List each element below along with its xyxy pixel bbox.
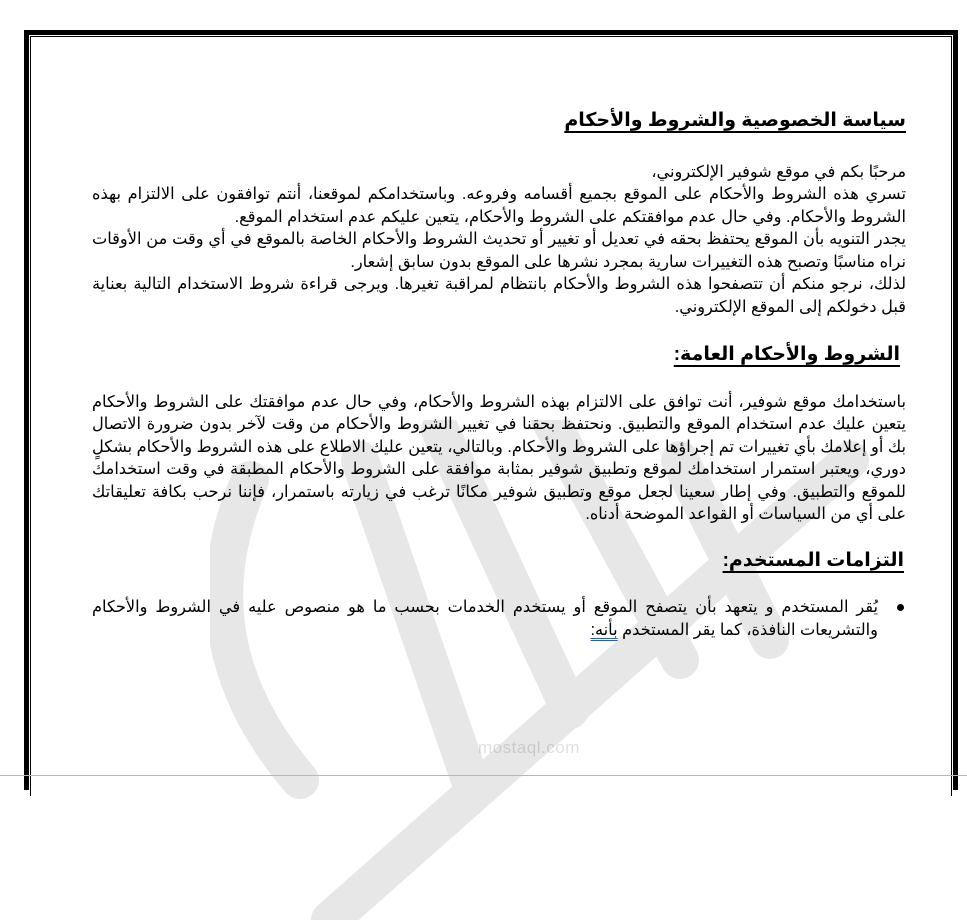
list-item-link[interactable]: بأنه: bbox=[590, 620, 618, 639]
document-title: سياسة الخصوصية والشروط والأحكام bbox=[564, 110, 906, 131]
intro-paragraph-2: يجدر التنويه بأن الموقع يحتفظ بحقه في تعديل أو تغيير أو تحديث الشروط والأحكام الخاصة بالموقع في أي وقت من الأوقات نراه مناسبًا وتصبح هذه التغييرات سارية بمجرد نشرها على الموقع بدون سابق إشعار. bbox=[92, 230, 906, 271]
intro-paragraph-1: تسري هذه الشروط والأحكام على الموقع بجميع أقسامه وفروعه. وباستخدامكم لموقعنا، أنتم توافقون على الالتزام بهذه الشروط والأحكام. وفي حال عدم موافقتكم على الشروط والأحكام، يتعين عليكم عدم استخدام الموقع. bbox=[92, 185, 906, 226]
intro-paragraph-3: لذلك، نرجو منكم أن تتصفحوا هذه الشروط والأحكام بانتظام لمراقبة تغيرها. ويرجى قراءة شروط الاستخدام التالية بعناية قبل دخولكم إلى الموقع الإلكتروني. bbox=[92, 275, 906, 316]
page-bottom-divider bbox=[0, 775, 967, 776]
bullet-icon bbox=[897, 604, 904, 611]
list-item-text: يُقر المستخدم و يتعهد بأن يتصفح الموقع أو يستخدم الخدمات بحسب ما هو منصوص عليه في الشروط والأحكام والتشريعات النافذة، كما يقر المستخدم bbox=[92, 598, 878, 639]
user-obligations-list bbox=[92, 596, 906, 641]
greeting-line: مرحبًا بكم في موقع شوفير الإلكتروني، bbox=[651, 162, 906, 181]
section-heading-general-terms: الشروط والأحكام العامة: bbox=[673, 344, 900, 365]
section-heading-user-obligations: التزامات المستخدم: bbox=[722, 549, 904, 571]
intro-section bbox=[92, 161, 906, 319]
site-watermark: mostaql.com bbox=[478, 738, 580, 757]
document-body bbox=[92, 100, 906, 641]
list-item bbox=[92, 596, 906, 641]
general-terms-paragraph: باستخدامك موقع شوفير، أنت توافق على الالتزام بهذه الشروط والأحكام، وفي حال عدم موافقتك على الشروط والأحكام يتعين عليك عدم استخدام الموقع والتطبيق. ونحتفظ بحقنا في تغيير الشروط والأحكام من وقت لآخر بدون ضرورة الاتصال بك أو إعلامك بأي تغييرات تم إجراؤها على الشروط والأحكام. وبالتالي، يتعين عليك الاطلاع على هذه الشروط والأحكام بشكلٍ دوري، ويعتبر استمرار استخدامك لموقع وتطبيق شوفير بمثابة موافقة على الشروط والأحكام المطبقة في وقت استخدامك للموقع والتطبيق. وفي إطار سعينا لجعل موقع وتطبيق شوفير مكانًا ترغب في زيارته باستمرار، فإننا نرحب بكافة تعليقاتك على أي من السياسات أو القواعد الموضحة أدناه. bbox=[92, 392, 906, 523]
